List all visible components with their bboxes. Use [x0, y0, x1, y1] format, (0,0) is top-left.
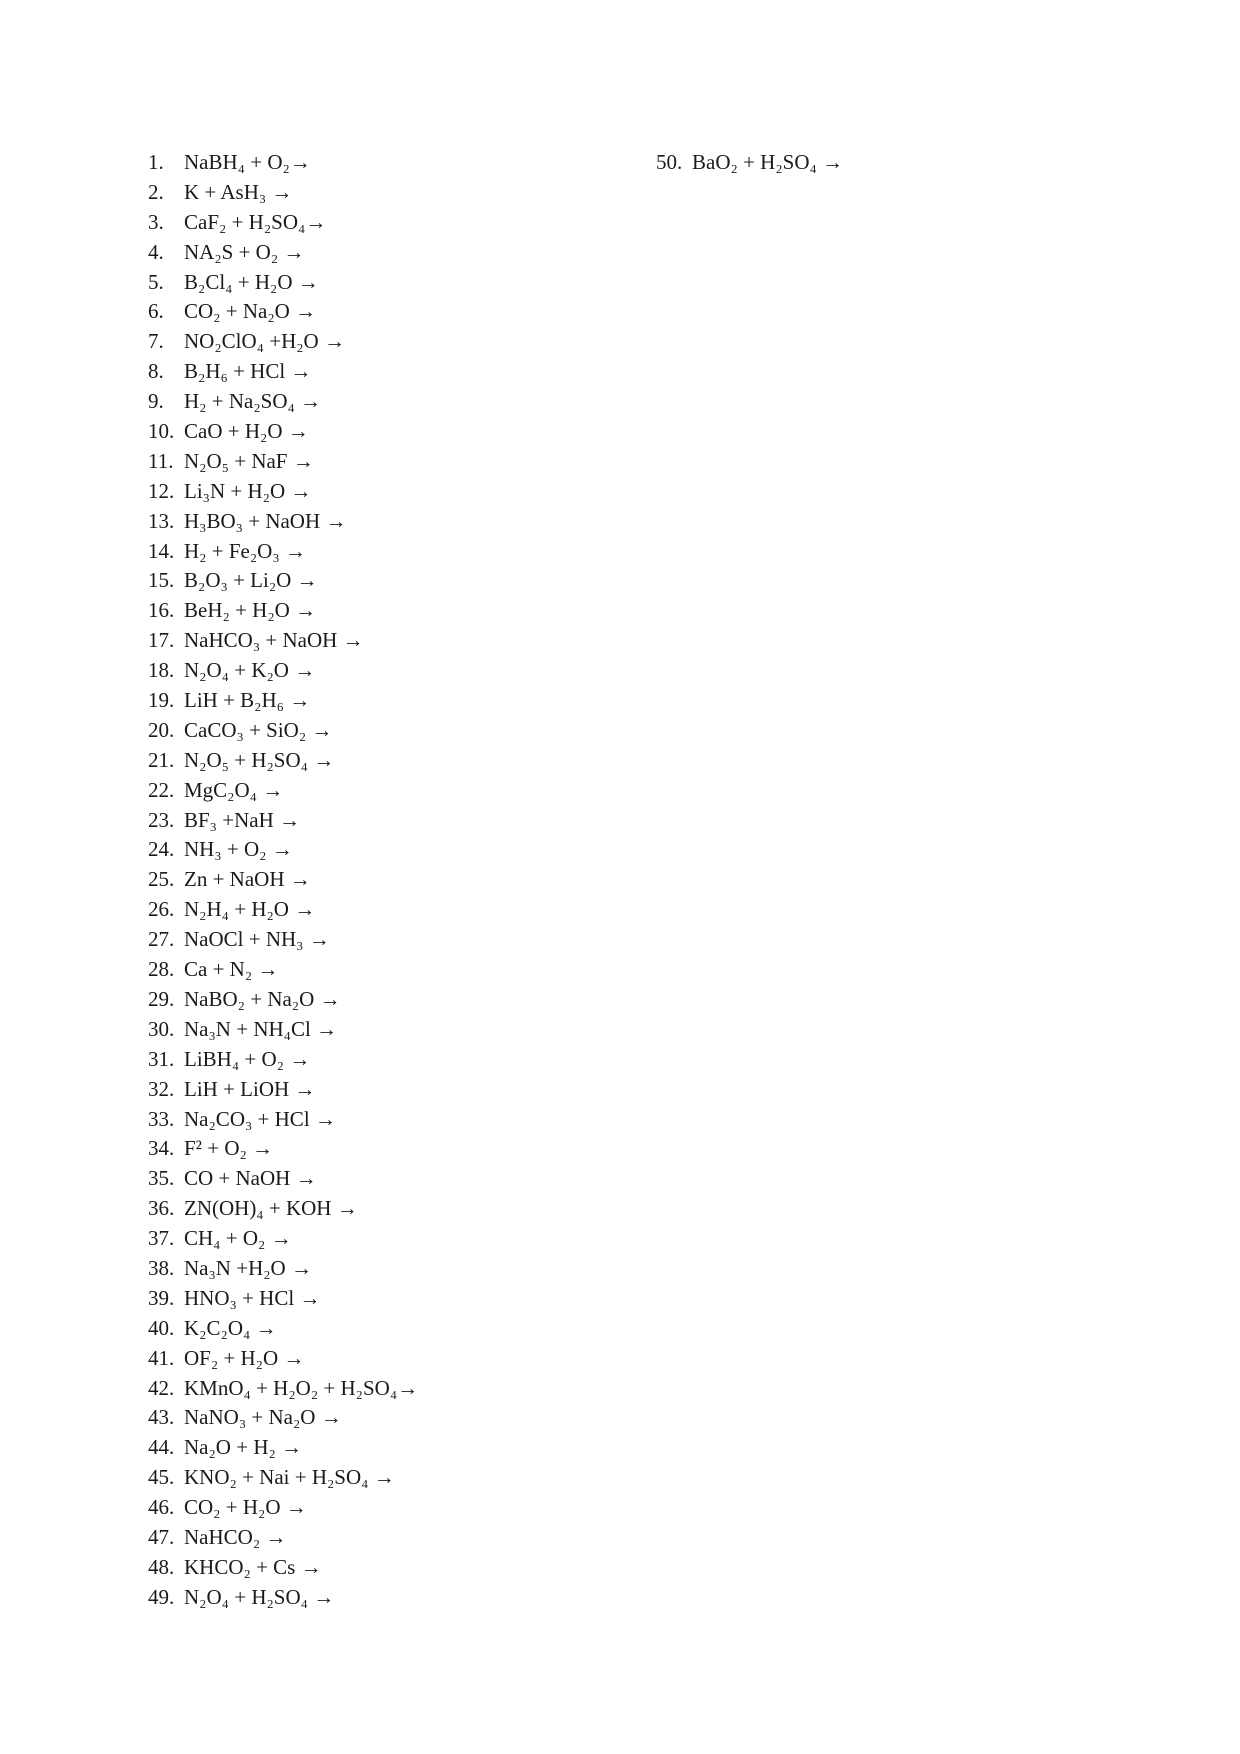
equation-number: 47. [148, 1524, 175, 1549]
equation-text: LiBH₄ + O₂ → [184, 1046, 311, 1071]
equation-text: N₂H₄ + H₂O → [184, 897, 316, 922]
equation-text: KMnO₄ + H₂O₂ + H₂SO₄→ [184, 1375, 419, 1400]
equation-number: 26. [148, 897, 175, 922]
equation-text: NaOCl + NH₃ → [184, 927, 330, 952]
equation-item [148, 985, 668, 1015]
equation-text: Na₃N + NH₄Cl → [184, 1016, 338, 1041]
equation-item [148, 1463, 668, 1493]
equation-number: 40. [148, 1315, 175, 1340]
equation-number: 28. [148, 957, 175, 982]
equation-item [148, 806, 668, 836]
equation-item [148, 507, 668, 537]
equation-item [148, 865, 668, 895]
equation-number: 35. [148, 1166, 175, 1191]
equation-number: 8. [148, 359, 164, 384]
equation-number: 42. [148, 1375, 175, 1400]
equation-number: 34. [148, 1136, 175, 1161]
equation-number: 17. [148, 628, 175, 653]
equation-number: 24. [148, 837, 175, 862]
equation-number: 44. [148, 1435, 175, 1460]
equation-number: 38. [148, 1255, 175, 1280]
equation-item [148, 1493, 668, 1523]
equation-item [148, 1403, 668, 1433]
equation-text: F² + O₂ → [184, 1136, 274, 1161]
equation-text: N₂O₄ + H₂SO₄ → [184, 1584, 335, 1609]
equation-number: 14. [148, 538, 175, 563]
equation-item [656, 148, 1176, 178]
equation-item [148, 1134, 668, 1164]
equation-item [148, 477, 668, 507]
equation-text: HNO₃ + HCl → [184, 1285, 321, 1310]
equation-item [148, 1194, 668, 1224]
equation-number: 5. [148, 269, 164, 294]
equation-text: H₂ + Fe₂O₃ → [184, 538, 306, 563]
equation-text: K + AsH₃ → [184, 179, 293, 204]
equation-number: 20. [148, 717, 175, 742]
equation-item [148, 746, 668, 776]
equation-number: 27. [148, 927, 175, 952]
equation-text: CO + NaOH → [184, 1166, 317, 1191]
equation-item [148, 1224, 668, 1254]
equation-item [148, 1583, 668, 1613]
equation-text: CO₂ + Na₂O → [184, 299, 317, 324]
equation-number: 2. [148, 179, 164, 204]
equation-number: 45. [148, 1465, 175, 1490]
equation-number: 3. [148, 209, 164, 234]
equation-text: LiH + LiOH → [184, 1076, 316, 1101]
equation-item [148, 1045, 668, 1075]
equation-number: 41. [148, 1345, 175, 1370]
equation-text: Na₂CO₃ + HCl → [184, 1106, 336, 1131]
equation-item [148, 1433, 668, 1463]
equation-item [148, 626, 668, 656]
equation-text: Na₂O + H₂ → [184, 1435, 303, 1460]
equation-text: CH₄ + O₂ → [184, 1226, 292, 1251]
equation-number: 12. [148, 478, 175, 503]
equation-number: 9. [148, 389, 164, 414]
equation-text: K₂C₂O₄ → [184, 1315, 277, 1340]
equation-item [148, 596, 668, 626]
equation-number: 10. [148, 419, 175, 444]
equation-text: BeH₂ + H₂O → [184, 598, 317, 623]
equation-text: NaHCO₂ → [184, 1524, 287, 1549]
equation-item [148, 656, 668, 686]
equation-text: CaCO₃ + SiO₂ → [184, 717, 333, 742]
equation-text: LiH + B₂H₆ → [184, 688, 311, 713]
equation-text: NaBH₄ + O₂→ [184, 150, 311, 174]
equation-item [148, 776, 668, 806]
equation-text: B₂Cl₄ + H₂O → [184, 269, 319, 294]
equation-number: 29. [148, 986, 175, 1011]
equation-item [148, 417, 668, 447]
equation-item [148, 686, 668, 716]
equation-number: 7. [148, 329, 164, 354]
equation-item [148, 1284, 668, 1314]
equation-number: 15. [148, 568, 175, 593]
equation-number: 23. [148, 807, 175, 832]
equation-number: 30. [148, 1016, 175, 1041]
equation-item [148, 537, 668, 567]
equation-item [148, 1164, 668, 1194]
equation-item [148, 895, 668, 925]
equation-text: CO₂ + H₂O → [184, 1495, 307, 1520]
equation-number: 11. [148, 448, 174, 473]
equation-number: 48. [148, 1554, 175, 1579]
equation-text: B₂H₆ + HCl → [184, 359, 312, 384]
equation-item [148, 1523, 668, 1553]
equation-item [148, 268, 668, 298]
equation-item [148, 208, 668, 238]
equation-number: 25. [148, 867, 175, 892]
equation-text: Zn + NaOH → [184, 867, 311, 892]
equation-number: 50. [656, 150, 683, 174]
equation-number: 21. [148, 747, 175, 772]
equation-item [148, 1254, 668, 1284]
equation-number: 46. [148, 1495, 175, 1520]
equation-number: 4. [148, 239, 164, 264]
equation-item [148, 1015, 668, 1045]
equation-item [148, 1344, 668, 1374]
equation-list-left [148, 148, 668, 1613]
equation-number: 43. [148, 1405, 175, 1430]
equation-number: 33. [148, 1106, 175, 1131]
equation-number: 22. [148, 777, 175, 802]
equation-number: 18. [148, 658, 175, 683]
equation-number: 39. [148, 1285, 175, 1310]
equation-item [148, 925, 668, 955]
equation-text: B₂O₃ + Li₂O → [184, 568, 318, 593]
equation-item [148, 178, 668, 208]
equation-number: 32. [148, 1076, 175, 1101]
equation-text: NH₃ + O₂ → [184, 837, 293, 862]
equation-text: ZN(OH)₄ + KOH → [184, 1196, 358, 1221]
equation-item [148, 1075, 668, 1105]
equation-number: 1. [148, 150, 164, 174]
equation-number: 16. [148, 598, 175, 623]
equation-item [148, 1314, 668, 1344]
equation-text: Na₃N +H₂O → [184, 1255, 312, 1280]
equation-text: NaBO₂ + Na₂O → [184, 986, 341, 1011]
equation-text: H₂ + Na₂SO₄ → [184, 389, 322, 414]
equation-text: BaO₂ + H₂SO₄ → [692, 150, 844, 174]
equation-item [148, 297, 668, 327]
equation-text: N₂O₄ + K₂O → [184, 658, 316, 683]
equation-text: H₃BO₃ + NaOH → [184, 508, 347, 533]
equation-text: CaO + H₂O → [184, 419, 309, 444]
equation-text: Li₃N + H₂O → [184, 478, 312, 503]
equation-list-right [656, 148, 1176, 178]
equation-number: 31. [148, 1046, 175, 1071]
equation-item [148, 447, 668, 477]
equation-item [148, 238, 668, 268]
equation-item [148, 1105, 668, 1135]
equation-text: NaNO₃ + Na₂O → [184, 1405, 342, 1430]
equation-text: KNO₂ + Nai + H₂SO₄ → [184, 1465, 395, 1490]
equation-text: NaHCO₃ + NaOH → [184, 628, 364, 653]
equation-number: 49. [148, 1584, 175, 1609]
equation-item [148, 566, 668, 596]
equation-text: Ca + N₂ → [184, 957, 279, 982]
equation-item [148, 148, 668, 178]
equation-number: 13. [148, 508, 175, 533]
equation-item [148, 955, 668, 985]
equation-number: 36. [148, 1196, 175, 1221]
equation-text: OF₂ + H₂O → [184, 1345, 305, 1370]
equation-item [148, 327, 668, 357]
equation-item [148, 1374, 668, 1404]
equation-number: 37. [148, 1226, 175, 1251]
equation-text: NA₂S + O₂ → [184, 239, 305, 264]
equation-text: KHCO₂ + Cs → [184, 1554, 322, 1579]
equation-item [148, 835, 668, 865]
equation-number: 6. [148, 299, 164, 324]
equation-text: BF₃ +NaH → [184, 807, 301, 832]
equation-item [148, 1553, 668, 1583]
equation-text: MgC₂O₄ → [184, 777, 284, 802]
equation-item [148, 387, 668, 417]
equation-text: CaF₂ + H₂SO₄→ [184, 209, 327, 234]
equation-item [148, 357, 668, 387]
equation-number: 19. [148, 688, 175, 713]
equation-text: N₂O₅ + NaF → [184, 448, 314, 473]
equation-text: NO₂ClO₄ +H₂O → [184, 329, 345, 354]
equation-text: N₂O₅ + H₂SO₄ → [184, 747, 335, 772]
equation-item [148, 716, 668, 746]
